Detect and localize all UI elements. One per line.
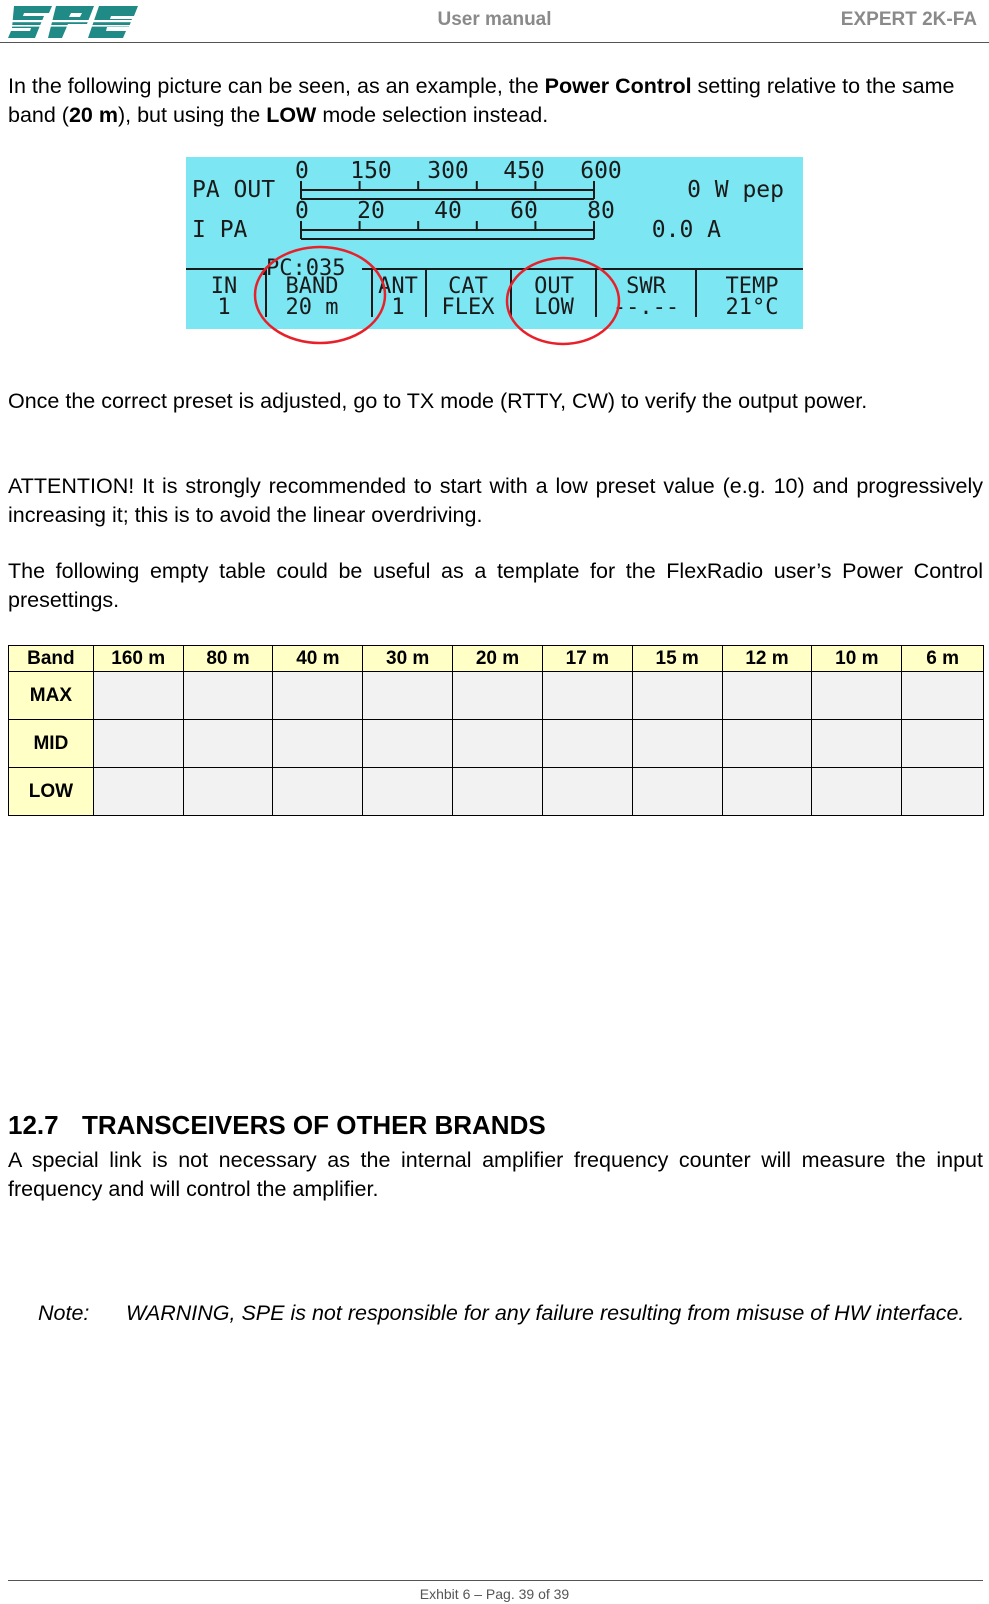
lcd-cell-bottom: LOW <box>534 295 574 320</box>
lcd-pa-out-label: PA OUT <box>192 177 276 203</box>
lcd-cell-top: CAT <box>448 274 488 299</box>
table-row <box>9 672 984 720</box>
table-header-cell: 15 m <box>632 646 722 672</box>
lcd-cell-bottom: 20 m <box>285 295 339 320</box>
table-header-cell: 12 m <box>722 646 812 672</box>
table-header-row <box>9 646 984 672</box>
intro-bold-power-control: Power Control <box>544 74 692 98</box>
intro-paragraph <box>8 72 983 129</box>
table-cell-empty <box>542 768 632 816</box>
lcd-scale-label: 600 <box>580 158 622 184</box>
table-header-cell: Band <box>9 646 94 672</box>
section-heading <box>8 1110 546 1141</box>
table-cell-empty <box>93 672 183 720</box>
table-header-cell: 160 m <box>93 646 183 672</box>
note-text: WARNING, SPE is not responsible for any failure resulting from misuse of HW interface. <box>126 1301 965 1325</box>
section-title: TRANSCEIVERS OF OTHER BRANDS <box>82 1110 546 1140</box>
table-row <box>9 768 984 816</box>
table-cell-empty <box>363 672 453 720</box>
table-cell-empty <box>902 768 984 816</box>
table-cell-empty <box>93 768 183 816</box>
lcd-cell-top: SWR <box>626 274 666 299</box>
table-cell-empty <box>632 720 722 768</box>
table-header-cell: 17 m <box>542 646 632 672</box>
table-cell-empty <box>902 720 984 768</box>
table-row-label: MID <box>9 720 94 768</box>
table-cell-empty <box>902 672 984 720</box>
lcd-cell-top: OUT <box>534 274 574 299</box>
table-cell-empty <box>812 672 902 720</box>
lcd-scale-label: 40 <box>434 198 462 224</box>
table-cell-empty <box>273 720 363 768</box>
section-number: 12.7 <box>8 1110 59 1140</box>
table-cell-empty <box>363 720 453 768</box>
header-divider <box>0 42 989 43</box>
table-row-label: LOW <box>9 768 94 816</box>
table-cell-empty <box>93 720 183 768</box>
lcd-power-control-value: PC:035 <box>266 256 346 281</box>
lcd-cell-top: IN <box>210 274 238 299</box>
table-cell-empty <box>722 672 812 720</box>
lcd-ipa-label: I PA <box>192 217 248 243</box>
lcd-scale-label: 0 <box>295 158 309 184</box>
table-header-cell: 6 m <box>902 646 984 672</box>
table-cell-empty <box>632 672 722 720</box>
table-cell-empty <box>632 768 722 816</box>
intro-text-1: In the following picture can be seen, as an example, the <box>8 74 545 98</box>
header-title: User manual <box>437 9 552 30</box>
table-cell-empty <box>812 720 902 768</box>
lcd-ipa-value: 0.0 A <box>651 217 721 243</box>
note-label: Note: <box>38 1301 90 1325</box>
footer-divider <box>8 1580 983 1581</box>
table-cell-empty <box>453 768 543 816</box>
table-cell-empty <box>273 768 363 816</box>
lcd-cell-bottom: FLEX <box>441 295 495 320</box>
lcd-cell-bottom: --.-- <box>612 295 680 320</box>
paragraph-attention: ATTENTION! It is strongly recommended to start with a low preset value (e.g. 10) and progressively increasing it; this is to avoid the linear overdriving. <box>8 474 983 527</box>
table-row <box>9 720 984 768</box>
table-cell-empty <box>363 768 453 816</box>
lcd-pa-out-value: 0 W pep <box>687 177 784 203</box>
lcd-scale-label: 80 <box>587 198 615 224</box>
lcd-cell-bottom: 21°C <box>725 295 779 320</box>
lcd-scale-label: 20 <box>357 198 385 224</box>
table-cell-empty <box>542 720 632 768</box>
lcd-scale-label: 0 <box>295 198 309 224</box>
table-header-cell: 20 m <box>453 646 543 672</box>
lcd-cell-bottom: 1 <box>217 295 231 320</box>
intro-text-3: ), but using the <box>117 102 267 127</box>
table-cell-empty <box>273 672 363 720</box>
table-cell-empty <box>722 768 812 816</box>
table-row-label: MAX <box>9 672 94 720</box>
lcd-pa-out-scale <box>295 158 622 184</box>
table-cell-empty <box>812 768 902 816</box>
table-header-cell: 30 m <box>363 646 453 672</box>
lcd-scale-label: 300 <box>427 158 469 184</box>
table-header-cell: 10 m <box>812 646 902 672</box>
lcd-cell-top: BAND <box>285 274 339 299</box>
table-header-cell: 80 m <box>183 646 273 672</box>
lcd-cell-top: TEMP <box>725 274 779 299</box>
paragraph-verify-power: Once the correct preset is adjusted, go to TX mode (RTTY, CW) to verify the output power. <box>8 389 868 413</box>
table-cell-empty <box>183 672 273 720</box>
table-cell-empty <box>722 720 812 768</box>
table-cell-empty <box>453 672 543 720</box>
table-cell-empty <box>542 672 632 720</box>
section-paragraph: A special link is not necessary as the internal amplifier frequency counter will measure the input frequency and will control the amplifier. <box>8 1148 983 1201</box>
intro-text-2: setting relative to the same band ( <box>8 74 955 127</box>
lcd-ipa-scale <box>295 198 615 224</box>
lcd-scale-label: 150 <box>350 158 392 184</box>
table-header-cell: 40 m <box>273 646 363 672</box>
intro-text-4: mode selection instead. <box>316 102 549 127</box>
lcd-display-image <box>186 157 803 329</box>
lcd-cell-bottom: 1 <box>391 295 405 320</box>
intro-bold-band: 20 m <box>68 102 118 127</box>
lcd-cell-top: ANT <box>378 274 418 299</box>
intro-bold-low: LOW <box>266 102 317 127</box>
lcd-scale-label: 450 <box>503 158 545 184</box>
lcd-scale-label: 60 <box>510 198 538 224</box>
preset-table <box>8 645 984 816</box>
paragraph-table-intro: The following empty table could be useful as a template for the FlexRadio user’s Power Control presettings. <box>8 559 983 612</box>
header-model: EXPERT 2K-FA <box>840 9 977 30</box>
page-footer: Exhbit 6 – Pag. 39 of 39 <box>419 1586 570 1602</box>
table-cell-empty <box>183 720 273 768</box>
table-cell-empty <box>453 720 543 768</box>
table-cell-empty <box>183 768 273 816</box>
